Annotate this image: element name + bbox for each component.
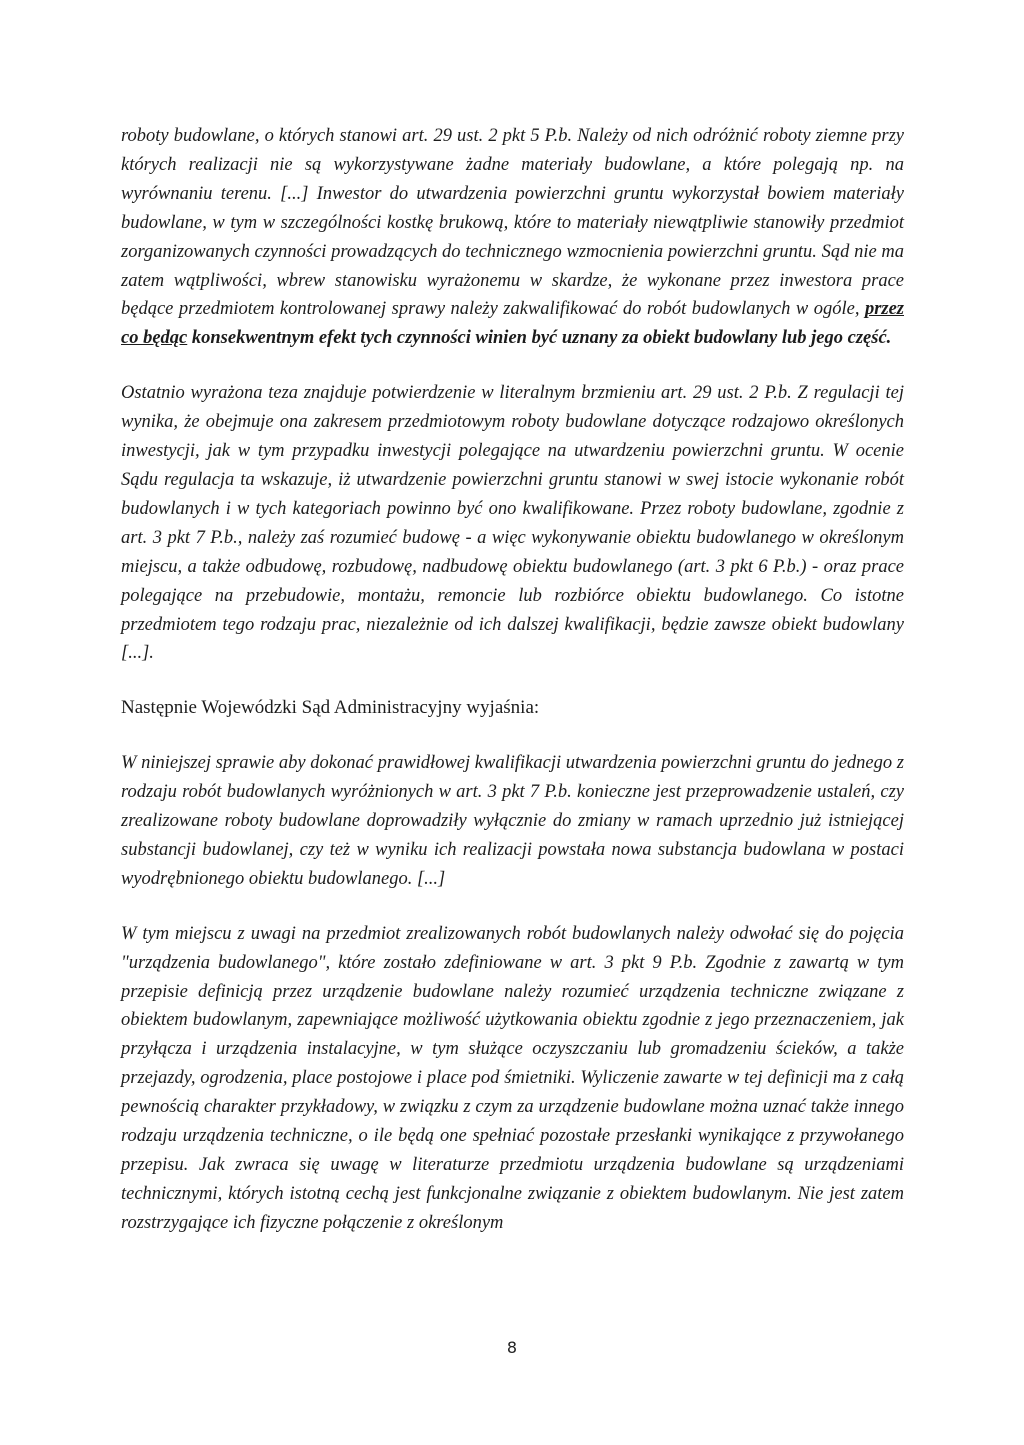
emphasis-bold: konsekwentnym efekt tych czynności winien być uznany za obiekt budowlany lub jego część.	[187, 328, 892, 349]
paragraph-court-quote-4: W tym miejscu z uwagi na przedmiot zrealizowanych robót budowlanych należy odwołać się do pojęcia "urządzenia budowlanego", które zostało zdefiniowane w art. 3 pkt 9 P.b. Zgodnie z zawartą w tym przepisie definicją przez urządzenie budowlane należy rozumieć urządzenia techniczne związane z obiektem budowlanym, zapewniające możliwość użytkowania obiektu zgodnie z jego przeznaczeniem, jak przyłącza i urządzenia instalacyjne, w tym służące oczyszczaniu lub gromadzeniu ścieków, a także przejazdy, ogrodzenia, place postojowe i place pod śmietniki. Wyliczenie zawarte w tej definicji ma z całą pewnością charakter przykładowy, w związku z czym za urządzenie budowlane można uznać także innego rodzaju urządzenia techniczne, o ile będą one spełniać pozostałe przesłanki wynikające z przywołanego przepisu. Jak zwraca się uwagę w literaturze przedmiotu urządzenia budowlane są urządzeniami technicznymi, których istotną cechą jest funkcjonalne związanie z obiektem budowlanym. Nie jest zatem rozstrzygające ich fizyczne połączenie z określonym	[121, 923, 904, 1233]
paragraph-court-quote-1	[121, 122, 904, 353]
page-body	[121, 122, 904, 1238]
paragraph-court-quote-3: W niniejszej sprawie aby dokonać prawidłowej kwalifikacji utwardzenia powierzchni gruntu do jednego z rodzaju robót budowlanych wyróżnionych w art. 3 pkt 7 P.b. konieczne jest przeprowadzenie ustaleń, czy zrealizowane roboty budowlane doprowadziły wyłącznie do zmiany w ramach uprzednio już istniejącej substancji budowlanej, czy też w wyniku ich realizacji powstała nowa substancja budowlana w postaci wyodrębnionego obiektu budowlanego. [...]	[121, 753, 904, 889]
page-number: 8	[506, 1338, 518, 1357]
paragraph-text: roboty budowlane, o których stanowi art. 29 ust. 2 pkt 5 P.b. Należy od nich odróżnić roboty ziemne przy których realizacji nie są wykorzystywane żadne materiały budowlane, a które polegają np. na wyrównaniu terenu. [...] Inwestor do utwardzenia powierzchni gruntu wykorzystał bowiem materiały budowlane, w tym w szczególności kostkę brukową, które to materiały niewątpliwie stanowiły przedmiot zorganizowanych czynności prowadzących do technicznego wzmocnienia powierzchni gruntu. Sąd nie ma zatem wątpliwości, wbrew stanowisku wyrażonemu w skardze, że wykonane przez inwestora prace będące przedmiotem kontrolowanej sprawy należy zakwalifikować do robót budowlanych w ogóle,	[121, 126, 904, 320]
paragraph-court-quote-2: Ostatnio wyrażona teza znajduje potwierdzenie w literalnym brzmieniu art. 29 ust. 2 P.b. Z regulacji tej wynika, że obejmuje ona zakresem przedmiotowym roboty budowlane dotyczące rodzajowo określonych inwestycji, jak w tym przypadku inwestycji polegające na utwardzeniu powierzchni gruntu. W ocenie Sądu regulacja ta wskazuje, iż utwardzenie powierzchni gruntu stanowi w swej istocie wykonanie robót budowlanych i w tych kategoriach powinno być ono kwalifikowane. Przez roboty budowlane, zgodnie z art. 3 pkt 7 P.b., należy zaś rozumieć budowę - a więc wykonywanie obiektu budowlanego w określonym miejscu, a także odbudowę, rozbudowę, nadbudowę obiektu budowlanego (art. 3 pkt 6 P.b.) - oraz prace polegające na przebudowie, montażu, remoncie lub rozbiórce obiektu budowlanego. Co istotne przedmiotem tego rodzaju prac, niezależnie od ich dalszej kwalifikacji, będzie zawsze obiekt budowlany [...].	[121, 383, 904, 664]
emphasis-underlined: przez co będąc	[121, 299, 904, 349]
paragraph-intro: Następnie Wojewódzki Sąd Administracyjny wyjaśnia:	[121, 697, 540, 719]
